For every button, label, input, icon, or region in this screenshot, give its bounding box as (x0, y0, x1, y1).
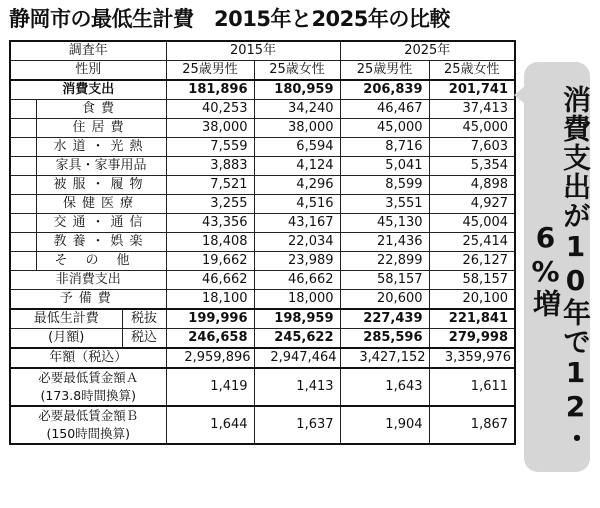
indent-cell (10, 100, 36, 119)
wage-b-label-line2: (150時間換算) (46, 426, 131, 441)
table-cell: 180,959 (254, 80, 340, 100)
table-cell: 20,600 (340, 290, 429, 310)
indent-cell (10, 138, 36, 157)
row-label: 保健医療 (36, 195, 166, 214)
non-consumption-row (10, 271, 515, 290)
table-cell: 1,644 (166, 406, 254, 444)
table-cell: 3,551 (340, 195, 429, 214)
table-cell: 26,127 (429, 252, 515, 271)
row-label: 教養・娯楽 (36, 233, 166, 252)
col-header: 25歳女性 (254, 61, 340, 81)
table-cell: 43,356 (166, 214, 254, 233)
year-2015-header: 2015年 (166, 41, 340, 61)
year-2025-header: 2025年 (340, 41, 515, 61)
row-label: 予備費 (10, 290, 166, 310)
pretax-row (10, 309, 515, 329)
row-label: 交通・通信 (36, 214, 166, 233)
table-cell: 221,841 (429, 309, 515, 329)
table-cell: 245,622 (254, 329, 340, 349)
table-row (10, 157, 515, 176)
sex-header-label: 性別 (10, 61, 166, 81)
table-cell: 8,599 (340, 176, 429, 195)
table-cell: 5,041 (340, 157, 429, 176)
monthly-label: (月額) (10, 329, 122, 349)
table-row (10, 252, 515, 271)
table-cell: 20,100 (429, 290, 515, 310)
table-row (10, 138, 515, 157)
table-row (10, 100, 515, 119)
table-row (10, 195, 515, 214)
table-cell: 1,637 (254, 406, 340, 444)
table-cell: 4,516 (254, 195, 340, 214)
table-cell: 1,867 (429, 406, 515, 444)
living-cost-table (9, 40, 516, 445)
min-living-label: 最低生計費 (10, 309, 122, 329)
indent-cell (10, 157, 36, 176)
table-cell: 22,034 (254, 233, 340, 252)
table-cell: 4,296 (254, 176, 340, 195)
table-cell: 8,716 (340, 138, 429, 157)
header-sex-row (10, 61, 515, 81)
row-label: 被服・履物 (36, 176, 166, 195)
table-cell: 7,559 (166, 138, 254, 157)
table-cell: 227,439 (340, 309, 429, 329)
table-cell: 58,157 (340, 271, 429, 290)
table-cell: 22,899 (340, 252, 429, 271)
indent-cell (10, 233, 36, 252)
row-label: 住居費 (36, 119, 166, 138)
table-cell: 3,255 (166, 195, 254, 214)
indent-cell (10, 252, 36, 271)
table-cell: 4,927 (429, 195, 515, 214)
table-cell: 21,436 (340, 233, 429, 252)
row-label: 年額（税込） (10, 348, 166, 368)
table-cell: 58,157 (429, 271, 515, 290)
table-cell: 40,253 (166, 100, 254, 119)
table-cell: 46,662 (166, 271, 254, 290)
table-cell: 5,354 (429, 157, 515, 176)
reserve-row (10, 290, 515, 310)
row-label: 非消費支出 (10, 271, 166, 290)
indent-cell (10, 214, 36, 233)
table-cell: 206,839 (340, 80, 429, 100)
col-header: 25歳男性 (166, 61, 254, 81)
table-cell: 4,898 (429, 176, 515, 195)
pretax-label: 税抜 (122, 309, 166, 329)
taxincl-label: 税込 (122, 329, 166, 349)
wage-a-label (10, 368, 166, 406)
row-label: 水道・光熱 (36, 138, 166, 157)
indent-cell (10, 119, 36, 138)
table-cell: 6,594 (254, 138, 340, 157)
col-header: 25歳女性 (429, 61, 515, 81)
table-cell: 1,413 (254, 368, 340, 406)
table-row (10, 176, 515, 195)
table-cell: 246,658 (166, 329, 254, 349)
table-row (10, 119, 515, 138)
table-cell: 19,662 (166, 252, 254, 271)
row-label: その他 (36, 252, 166, 271)
table-cell: 23,989 (254, 252, 340, 271)
table-cell: 1,419 (166, 368, 254, 406)
consumption-row (10, 80, 515, 100)
taxincl-row (10, 329, 515, 349)
table-cell: 43,167 (254, 214, 340, 233)
table-cell: 1,611 (429, 368, 515, 406)
wage-a-label-line1: 必要最低賃金額Ａ (38, 370, 139, 385)
table-cell: 279,998 (429, 329, 515, 349)
table-cell: 7,603 (429, 138, 515, 157)
table-cell: 37,413 (429, 100, 515, 119)
table-cell: 45,000 (429, 119, 515, 138)
table-cell: 46,467 (340, 100, 429, 119)
row-label: 食費 (36, 100, 166, 119)
wage-a-row (10, 368, 515, 406)
table-cell: 199,996 (166, 309, 254, 329)
table-cell: 34,240 (254, 100, 340, 119)
wage-a-label-line2: (173.8時間換算) (40, 388, 137, 403)
row-label: 家具・家事用品 (36, 157, 166, 176)
table-cell: 45,004 (429, 214, 515, 233)
wage-b-label (10, 406, 166, 444)
year-header-label: 調査年 (10, 41, 166, 61)
annual-row (10, 348, 515, 368)
table-cell: 38,000 (166, 119, 254, 138)
table-cell: 45,130 (340, 214, 429, 233)
wage-b-row (10, 406, 515, 444)
table-cell: 3,359,976 (429, 348, 515, 368)
table-cell: 18,000 (254, 290, 340, 310)
table-cell: 18,100 (166, 290, 254, 310)
page-title: 静岡市の最低生計費 2015年と2025年の比較 (9, 7, 450, 31)
wage-b-label-line1: 必要最低賃金額Ｂ (38, 408, 139, 423)
table-cell: 7,521 (166, 176, 254, 195)
col-header: 25歳男性 (340, 61, 429, 81)
header-year-row (10, 41, 515, 61)
table-cell: 1,643 (340, 368, 429, 406)
table-cell: 25,414 (429, 233, 515, 252)
callout-text: 消費支出が10年で12・6%増 (529, 85, 592, 453)
consumption-label: 消費支出 (10, 80, 166, 100)
table-row (10, 214, 515, 233)
table-cell: 4,124 (254, 157, 340, 176)
table-cell: 45,000 (340, 119, 429, 138)
table-cell: 285,596 (340, 329, 429, 349)
table-cell: 2,947,464 (254, 348, 340, 368)
indent-cell (10, 195, 36, 214)
table-cell: 3,427,152 (340, 348, 429, 368)
table-cell: 3,883 (166, 157, 254, 176)
table-cell: 1,904 (340, 406, 429, 444)
table-cell: 46,662 (254, 271, 340, 290)
table-cell: 201,741 (429, 80, 515, 100)
table-row (10, 233, 515, 252)
table-cell: 181,896 (166, 80, 254, 100)
table-cell: 198,959 (254, 309, 340, 329)
table-cell: 2,959,896 (166, 348, 254, 368)
table-cell: 38,000 (254, 119, 340, 138)
indent-cell (10, 176, 36, 195)
table-cell: 18,408 (166, 233, 254, 252)
